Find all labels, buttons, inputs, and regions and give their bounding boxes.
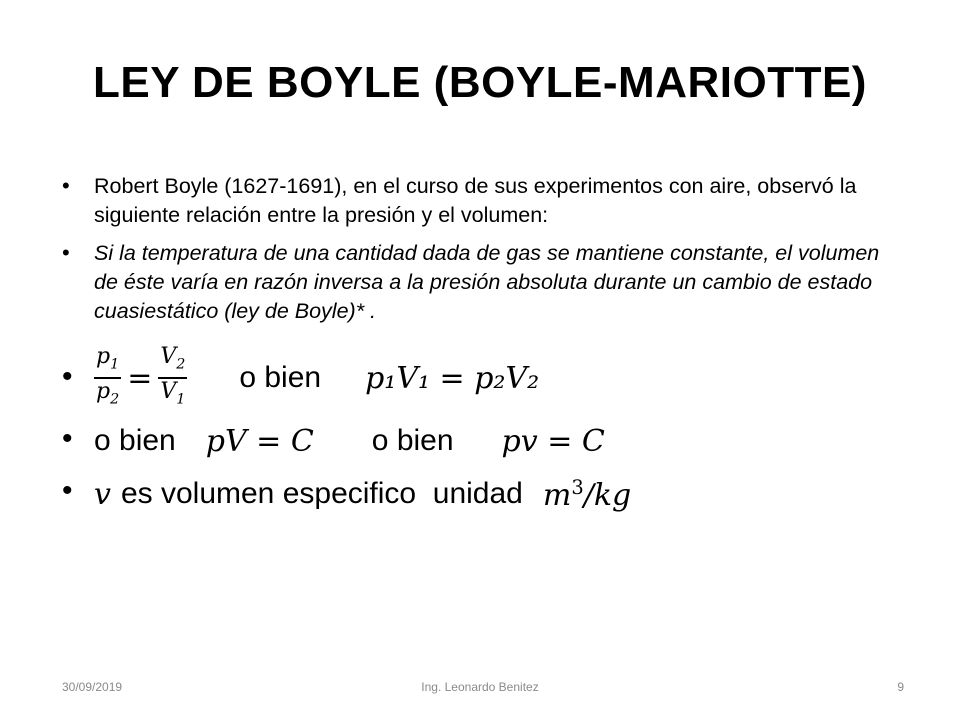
list-item <box>62 343 892 410</box>
bullet-marker: • <box>62 240 70 265</box>
equation-constant <box>94 420 892 462</box>
list-item <box>62 420 892 462</box>
paragraph-boyle-history: Robert Boyle (1627-1691), en el curso de sus experimentos con aire, observó la siguiente relación entre la presión y el volumen: <box>94 174 857 227</box>
footer-date: 30/09/2019 <box>62 680 123 694</box>
fraction-volume: $\frac{V_2}{V_1}$ <box>160 343 186 408</box>
connector-text: o bien <box>371 424 454 457</box>
equation-ratio <box>94 343 892 410</box>
list-item <box>62 172 892 230</box>
variable-v: v <box>94 476 111 512</box>
list-item <box>62 472 892 516</box>
slide-title: LEY DE BOYLE (BOYLE-MARIOTTE) <box>93 58 867 107</box>
connector-text: o bien <box>239 361 322 394</box>
expression-pv-lower: pv = C <box>501 423 605 459</box>
fraction-pressure: $\frac{p_1}{p_2}$ <box>96 343 120 408</box>
bullet-list <box>62 172 892 516</box>
equals-sign: = <box>127 360 153 396</box>
footer-page-number: 9 <box>897 680 904 694</box>
equation-product: p₁V₁ = p₂V₂ <box>365 360 540 396</box>
bullet-marker: • <box>62 173 70 198</box>
unit-expression: $m^3/kg$ <box>542 475 632 513</box>
bullet-marker: • <box>62 422 73 455</box>
bullet-marker: • <box>62 474 73 507</box>
list-item <box>62 239 892 326</box>
definition-text: es volumen especifico unidad <box>120 477 523 510</box>
expression-pv-upper: pV = C <box>205 423 314 459</box>
paragraph-boyle-law: Si la temperatura de una cantidad dada de gas se mantiene constante, el volumen de éste varía en razón inversa a la presión absoluta durante un cambio de estado cuasiestático (ley de Boyle)* . <box>94 241 880 323</box>
specific-volume-line <box>94 472 892 516</box>
lead-text: o bien <box>94 424 176 457</box>
footer-author: Ing. Leonardo Benitez <box>421 680 539 694</box>
bullet-marker: • <box>62 360 73 393</box>
